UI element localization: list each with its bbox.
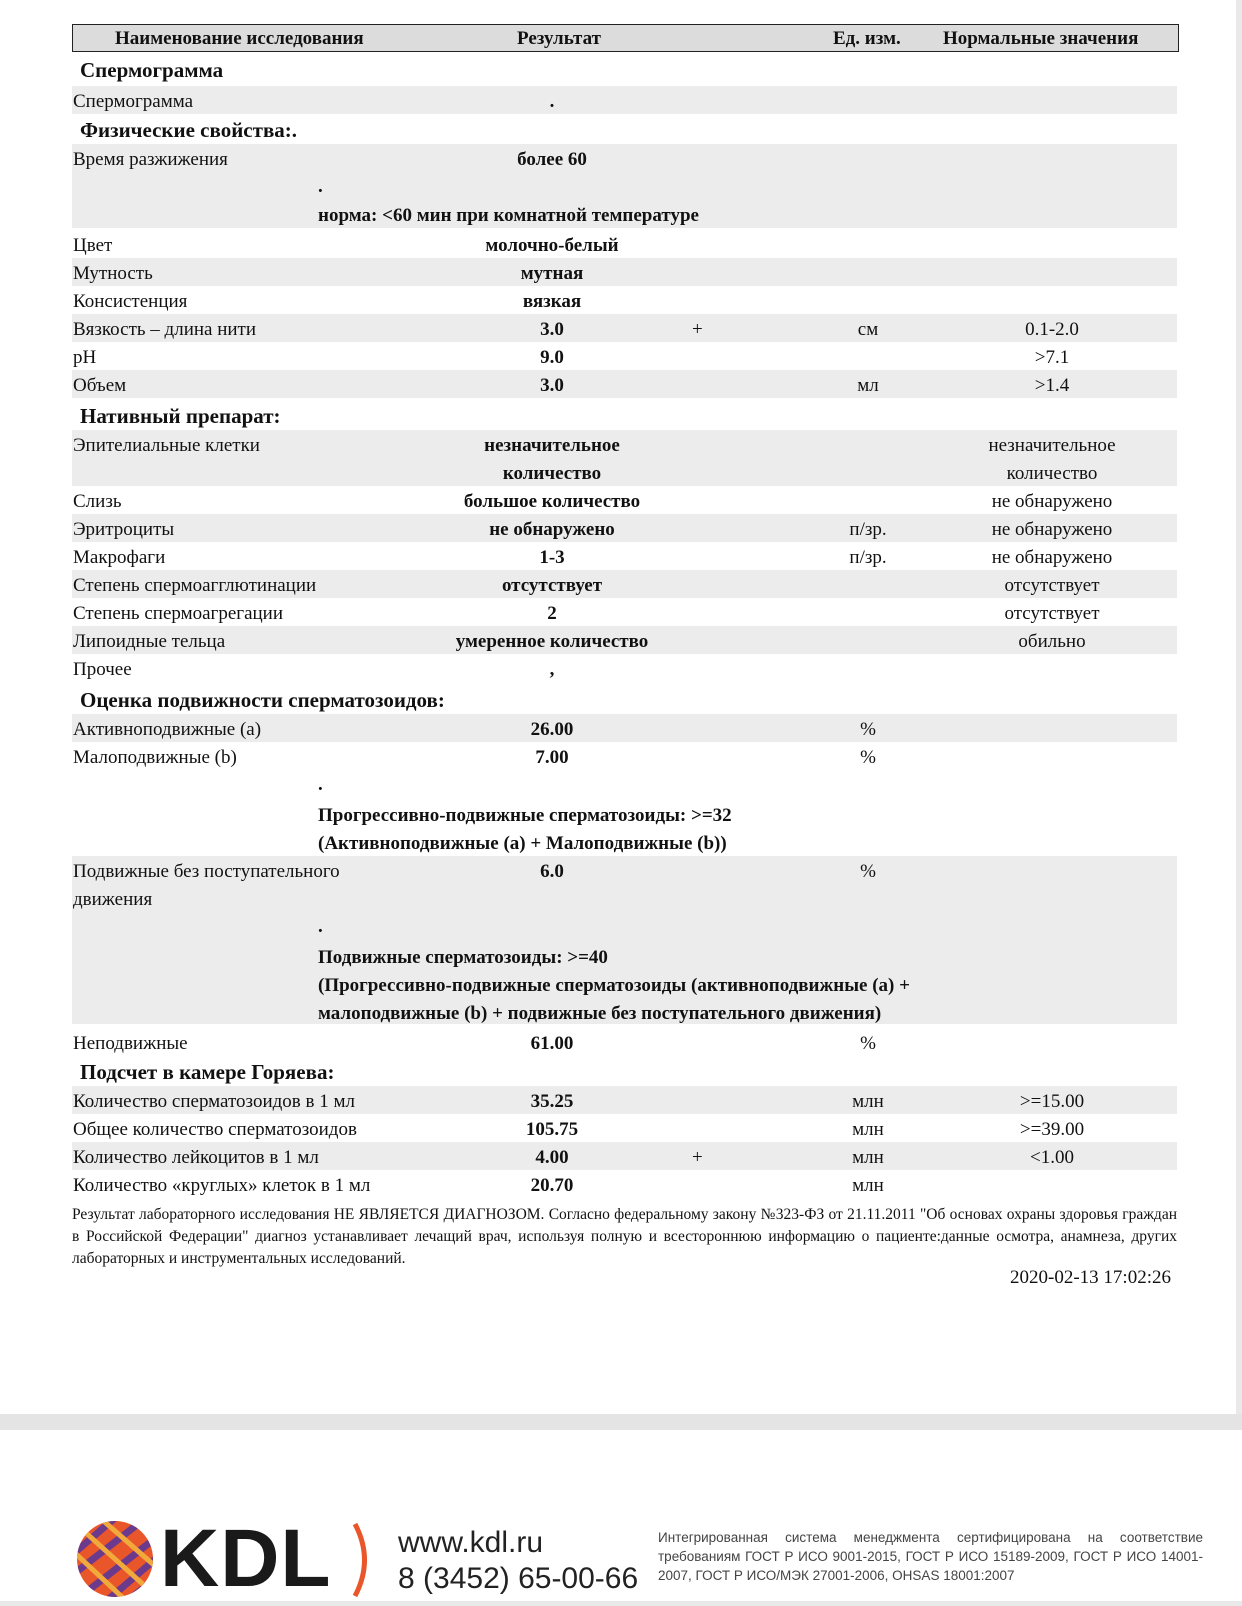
row-name: Макрофаги (73, 547, 166, 568)
row-result: отсутствует (501, 575, 603, 596)
row-name: Степень спермоагрегации (73, 603, 284, 624)
row-unit: млн (852, 1147, 884, 1168)
row-name-cont: движения (73, 889, 153, 910)
header-name: Наименование исследования (115, 28, 364, 49)
table-row (72, 714, 1177, 742)
row-name: Подвижные без поступательного (73, 861, 340, 882)
table-row (72, 570, 1177, 598)
table-row (72, 258, 1177, 286)
row-result: 35.25 (530, 1091, 574, 1112)
table-row (72, 1114, 1177, 1142)
row-result-cont: количество (502, 463, 602, 484)
row-norm: 0.1-2.0 (1025, 319, 1079, 340)
row-norm: >=39.00 (1019, 1119, 1085, 1140)
row-norm: >1.4 (1034, 375, 1070, 396)
note-text: Подвижные сперматозоиды: >=40 (318, 947, 608, 968)
row-result: 105.75 (525, 1119, 579, 1140)
section-title: Физические свойства:. (80, 118, 298, 142)
report-datetime: 2020-02-13 17:02:26 (1010, 1267, 1171, 1288)
page-separator (0, 1414, 1242, 1430)
table-row (72, 742, 1177, 770)
header-unit: Ед. изм. (833, 28, 901, 49)
row-name: Активноподвижные (a) (73, 719, 262, 740)
row-name: Степень спермоагглютинации (73, 575, 317, 596)
table-row (72, 1086, 1177, 1114)
row-name: Общее количество сперматозоидов (73, 1119, 357, 1140)
abnormal-flag: + (692, 319, 703, 340)
row-name: Липоидные тельца (73, 631, 226, 652)
kdl-logo-icon (76, 1520, 154, 1598)
table-row (72, 314, 1177, 342)
row-result: молочно-белый (485, 235, 619, 256)
row-result: вязкая (522, 291, 582, 312)
header-result: Результат (517, 28, 601, 49)
abnormal-flag: + (692, 1147, 703, 1168)
row-name: Неподвижные (73, 1033, 188, 1054)
row-result: 1-3 (539, 547, 565, 568)
table-row (72, 370, 1177, 398)
row-norm: не обнаружено (991, 547, 1113, 568)
row-norm: незначительное (988, 435, 1116, 456)
row-norm: обильно (1018, 631, 1086, 652)
footer-page (0, 1430, 1242, 1604)
table-row (72, 1170, 1177, 1198)
table-row (72, 654, 1177, 682)
row-result: 26.00 (530, 719, 574, 740)
row-norm: не обнаружено (991, 519, 1113, 540)
table-row (72, 514, 1177, 542)
row-result: умеренное количество (455, 631, 649, 652)
row-name: Количество лейкоцитов в 1 мл (73, 1147, 319, 1168)
row-result: более 60 (517, 149, 587, 170)
website-link[interactable]: www.kdl.ru (398, 1526, 544, 1559)
section-title: Нативный препарат: (80, 404, 281, 428)
row-name: Время разжижения (73, 149, 228, 170)
row-name: Объем (73, 375, 127, 396)
row-name: Количество сперматозоидов в 1 мл (73, 1091, 355, 1112)
row-norm: отсутствует (1004, 603, 1100, 624)
row-result: 3.0 (540, 319, 564, 340)
row-unit: % (860, 1033, 876, 1054)
row-result: 3.0 (540, 375, 564, 396)
row-result: не обнаружено (489, 519, 615, 540)
row-result: большое количество (463, 491, 641, 512)
row-unit: п/зр. (849, 547, 887, 568)
row-result: 6.0 (540, 861, 564, 882)
table-row (72, 230, 1177, 258)
row-result: , (549, 659, 555, 680)
table-row (72, 598, 1177, 626)
note-text: (Активноподвижные (a) + Малоподвижные (b)) (318, 833, 727, 854)
table-row (72, 1028, 1177, 1056)
row-result: 2 (547, 603, 557, 624)
table-row (72, 286, 1177, 314)
row-result: 9.0 (540, 347, 564, 368)
section-title: Оценка подвижности сперматозоидов: (80, 688, 445, 712)
row-norm: отсутствует (1004, 575, 1100, 596)
row-unit: см (857, 319, 879, 340)
row-name: Прочее (73, 659, 132, 680)
row-name: Количество «круглых» клеток в 1 мл (73, 1175, 371, 1196)
note-text: малоподвижные (b) + подвижные без поступательного движения) (318, 1003, 882, 1024)
row-name: Мутность (73, 263, 153, 284)
section-title: Подсчет в камере Горяева: (80, 1060, 335, 1084)
row-name: pH (73, 347, 97, 368)
row-name: Эритроциты (73, 519, 175, 540)
row-unit: млн (852, 1091, 884, 1112)
disclaimer-text: Результат лабораторного исследования НЕ ЯВЛЯЕТСЯ ДИАГНОЗОМ. Согласно федеральному закону №323-ФЗ от 21.11.2011 "Об основах охраны здоровья граждан в Российской Федерации" диагноз устанавливает лечащий врач, используя полную и всестороннюю информацию о пациенте:данные осмотра, анамнеза, других лабораторных и инструментальных исследований. (72, 1206, 1177, 1267)
note-text: Прогрессивно-подвижные сперматозоиды: >=32 (318, 805, 732, 826)
phone-number: 8 (3452) 65-00-66 (398, 1562, 639, 1595)
row-norm: <1.00 (1030, 1147, 1074, 1168)
row-norm-cont: количество (1006, 463, 1098, 484)
row-result: мутная (520, 263, 584, 284)
row-norm: >7.1 (1034, 347, 1070, 368)
row-name: Цвет (73, 235, 113, 256)
row-unit: % (860, 719, 876, 740)
note-bullet: . (318, 774, 323, 795)
logo-bracket-icon (352, 1522, 374, 1598)
table-header (72, 24, 1179, 52)
note-text: (Прогрессивно-подвижные сперматозоиды (активноподвижные (a) + (318, 975, 910, 996)
row-name: Спермограмма (73, 91, 194, 112)
kdl-logo-text: KDL (160, 1513, 332, 1604)
table-row (72, 430, 1177, 486)
table-row (72, 542, 1177, 570)
table-row (72, 486, 1177, 514)
row-unit: млн (852, 1119, 884, 1140)
row-unit: % (860, 747, 876, 768)
row-result: 4.00 (535, 1147, 569, 1168)
row-result: незначительное (484, 435, 620, 456)
row-name: Вязкость – длина нити (73, 319, 257, 340)
row-name: Слизь (73, 491, 122, 512)
table-row (72, 342, 1177, 370)
row-result: 20.70 (530, 1175, 574, 1196)
table-row (72, 86, 1177, 114)
row-result: . (549, 91, 555, 112)
note-bullet: . (318, 176, 323, 197)
row-unit: мл (857, 375, 879, 396)
row-unit: млн (852, 1175, 884, 1196)
row-norm: >=15.00 (1019, 1091, 1085, 1112)
row-name: Консистенция (73, 291, 188, 312)
certification-text: Интегрированная система менеджмента сертифицирована на соответствие требованиям ГОСТ Р ИСО 9001-2015, ГОСТ Р ИСО 15189-2009, ГОСТ Р ИСО 14001-2007, ГОСТ Р ИСО/МЭК 27001-2006, OHSAS 18001:2007 (658, 1530, 1203, 1583)
section-title: Спермограмма (80, 58, 224, 82)
header-norm: Нормальные значения (943, 28, 1139, 49)
row-result: 7.00 (535, 747, 569, 768)
table-row (72, 626, 1177, 654)
row-result: 61.00 (530, 1033, 574, 1054)
row-norm: не обнаружено (991, 491, 1113, 512)
row-name: Эпителиальные клетки (73, 435, 260, 456)
row-unit: п/зр. (849, 519, 887, 540)
row-unit: % (860, 861, 876, 882)
table-row (72, 1142, 1177, 1170)
row-name: Малоподвижные (b) (73, 747, 237, 768)
note-text: норма: <60 мин при комнатной температуре (318, 205, 699, 226)
note-bullet: . (318, 916, 323, 937)
